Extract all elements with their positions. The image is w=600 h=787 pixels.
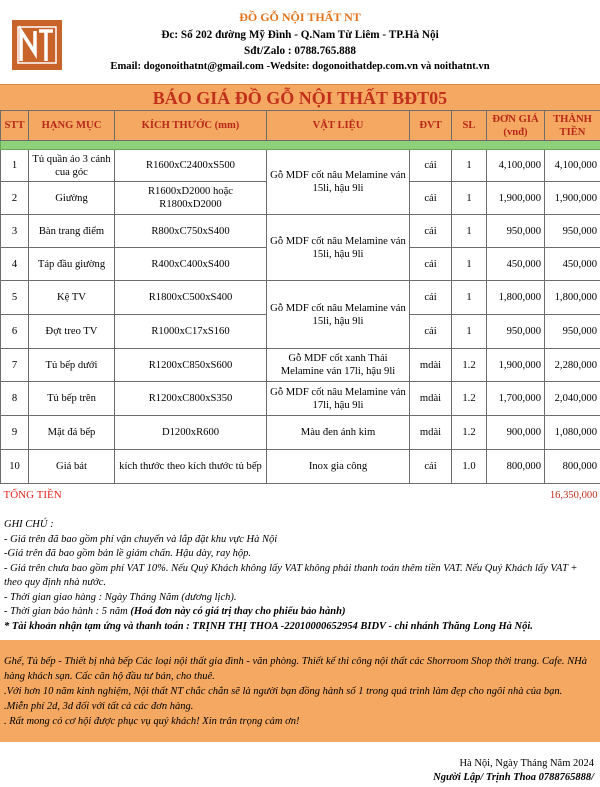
cell-size: R1600xD2000 hoặc R1800xD2000 — [115, 182, 267, 215]
note-item: - Giá trên đã bao gồm phí vận chuyển và lắp đặt khu vực Hà Nội — [4, 533, 278, 545]
cell-stt: 3 — [1, 215, 29, 248]
total-label: TỔNG TIỀN — [3, 489, 62, 502]
note-item: - Thời gian giao hàng : Ngày Tháng Năm (dương lịch). — [4, 591, 237, 603]
table-header-row — [1, 111, 600, 141]
company-address: Đc: Số 202 đường Mỹ Đình - Q.Nam Từ Liêm - TP.Hà Nội — [161, 29, 439, 41]
cell-size: R1800xC500xS400 — [115, 281, 267, 315]
cell-stt: 6 — [1, 315, 29, 349]
promo-text: . Rất mong có cơ hội được phục vụ quý khách! Xin trân trọng cảm ơn! — [4, 716, 300, 727]
table-row — [1, 215, 600, 248]
cell-stt: 2 — [1, 182, 29, 215]
cell-item: Táp đầu giường — [29, 248, 115, 281]
footer-signature: Người Lập/ Trịnh Thoa 0788765888/ — [433, 772, 594, 783]
cell-unit: cái — [410, 281, 452, 315]
notes-section — [0, 516, 600, 640]
col-item: HẠNG MỤC — [29, 111, 115, 141]
cell-qty: 1.2 — [452, 382, 487, 416]
cell-price: 950,000 — [487, 215, 545, 248]
cell-stt: 1 — [1, 150, 29, 182]
quote-title: BÁO GIÁ ĐỒ GỖ NỘI THẤT BĐT05 — [0, 84, 600, 110]
table-row — [1, 150, 600, 182]
promo-text: .Miễn phí 2d, 3d đối với tất cả các đơn hàng. — [4, 701, 194, 712]
bank-account: * Tài khoản nhận tạm ứng và thanh toán : TRỊNH THỊ THOA -22010000652954 BIDV - chi nhánh Thăng Long Hà Nội. — [4, 620, 533, 632]
cell-qty: 1.0 — [452, 450, 487, 484]
cell-total: 1,800,000 — [545, 281, 600, 315]
cell-unit: cái — [410, 248, 452, 281]
cell-stt: 4 — [1, 248, 29, 281]
cell-stt: 9 — [1, 416, 29, 450]
cell-size: R1200xC800xS350 — [115, 382, 267, 416]
company-phone: Sđt/Zalo : 0788.765.888 — [244, 45, 356, 57]
company-contact: Email: dogonoithatnt@gmail.com -Wedsite: dogonoithatdep.com.vn và noithatnt.vn — [110, 61, 490, 72]
cell-total: 2,040,000 — [545, 382, 600, 416]
note-item: - Giá trên chưa bao gồm phí VAT 10%. Nếu Quý Khách không lấy VAT không phải thanh toán thêm tiền VAT. Nếu Quý Khách lấy VAT + theo quy định nhà nước. — [4, 562, 578, 588]
cell-unit: mdài — [410, 382, 452, 416]
cell-qty: 1 — [452, 150, 487, 182]
note-item: -Giá trên đã bao gồm bản lề giảm chấn. Hậu dày, ray hộp. — [4, 548, 252, 559]
col-stt: STT — [1, 111, 29, 141]
cell-size: R400xC400xS400 — [115, 248, 267, 281]
cell-item: Tủ bếp trên — [29, 382, 115, 416]
cell-qty: 1 — [452, 215, 487, 248]
promo-section — [0, 640, 600, 742]
cell-material: Inox gia công — [267, 450, 410, 484]
cell-unit: cái — [410, 150, 452, 182]
cell-material: Gỗ MDF cốt nâu Melamine ván 15li, hậu 9li — [267, 215, 410, 281]
cell-unit: cái — [410, 215, 452, 248]
warranty-note: (Hoá đơn này có giá trị thay cho phiếu bảo hành) — [130, 606, 346, 617]
promo-text: Ghế, Tủ bếp - Thiết bị nhà bếp Các loại nội thất gia đình - văn phòng. Thiết kế thi công nội thất các Shorroom Shop thời trang. Cafe. NHà hàng khách sạn. Cấc căn hộ đầu tư bán, cho thuê. — [4, 656, 587, 682]
cell-price: 1,800,000 — [487, 281, 545, 315]
cell-price: 1,900,000 — [487, 182, 545, 215]
spacer-row — [1, 141, 600, 150]
col-qty: SL — [452, 111, 487, 141]
notes-heading: GHI CHÚ : — [4, 519, 54, 530]
total-value: 16,350,000 — [549, 490, 598, 502]
cell-price: 900,000 — [487, 416, 545, 450]
cell-price: 450,000 — [487, 248, 545, 281]
cell-material: Màu đen ánh kim — [267, 416, 410, 450]
cell-qty: 1 — [452, 248, 487, 281]
cell-size: R1000xC17xS160 — [115, 315, 267, 349]
cell-total: 950,000 — [545, 315, 600, 349]
cell-item: Tủ bếp dưới — [29, 349, 115, 382]
quote-table — [0, 110, 600, 508]
table-row — [1, 349, 600, 382]
company-name: ĐỒ GỖ NỘI THẤT NT — [239, 10, 361, 24]
cell-price: 4,100,000 — [487, 150, 545, 182]
cell-total: 950,000 — [545, 215, 600, 248]
cell-item: Bàn trang điểm — [29, 215, 115, 248]
col-size: KÍCH THƯỚC (mm) — [115, 111, 267, 141]
cell-item: Đợt treo TV — [29, 315, 115, 349]
cell-qty: 1.2 — [452, 416, 487, 450]
cell-stt: 7 — [1, 349, 29, 382]
cell-item: Mặt đá bếp — [29, 416, 115, 450]
cell-stt: 10 — [1, 450, 29, 484]
col-material: VẬT LIỆU — [267, 111, 410, 141]
cell-material: Gỗ MDF cốt nâu Melamine ván 15li, hậu 9li — [267, 150, 410, 215]
cell-size: R800xC750xS400 — [115, 215, 267, 248]
table-row — [1, 416, 600, 450]
cell-stt: 8 — [1, 382, 29, 416]
warranty-text: - Thời gian bảo hành : 5 năm — [4, 606, 131, 617]
cell-stt: 5 — [1, 281, 29, 315]
document-header — [0, 0, 600, 84]
cell-qty: 1 — [452, 315, 487, 349]
cell-size: R1200xC850xS600 — [115, 349, 267, 382]
cell-item: Tủ quần áo 3 cánh cua góc — [29, 150, 115, 182]
cell-unit: cái — [410, 182, 452, 215]
cell-unit: cái — [410, 450, 452, 484]
cell-qty: 1.2 — [452, 349, 487, 382]
col-unit: ĐVT — [410, 111, 452, 141]
cell-size: kích thước theo kích thước tủ bếp — [115, 450, 267, 484]
total-row — [1, 484, 600, 508]
promo-text: .Với hơn 10 năm kinh nghiệm, Nội thất NT chắc chắn sẽ là người bạn đồng hành số 1 trong quá trình làm đẹp cho ngôi nhà của bạn. — [4, 686, 563, 697]
cell-unit: mdài — [410, 349, 452, 382]
cell-qty: 1 — [452, 281, 487, 315]
cell-unit: mdài — [410, 416, 452, 450]
cell-total: 1,900,000 — [545, 182, 600, 215]
cell-total: 1,080,000 — [545, 416, 600, 450]
col-total: THÀNH TIỀN — [545, 111, 600, 141]
cell-material: Gỗ MDF cốt xanh Thái Melamine ván 17li, hậu 9li — [267, 349, 410, 382]
cell-price: 950,000 — [487, 315, 545, 349]
cell-material: Gỗ MDF cốt nâu Melamine ván 17li, hậu 9li — [267, 382, 410, 416]
cell-total: 800,000 — [545, 450, 600, 484]
cell-price: 1,900,000 — [487, 349, 545, 382]
cell-qty: 1 — [452, 182, 487, 215]
cell-price: 800,000 — [487, 450, 545, 484]
cell-size: D1200xR600 — [115, 416, 267, 450]
table-row — [1, 450, 600, 484]
col-price: ĐƠN GIÁ (vnđ) — [487, 111, 545, 141]
cell-material: Gỗ MDF cốt nâu Melamine ván 15li, hậu 9li — [267, 281, 410, 349]
table-row — [1, 382, 600, 416]
note-item — [4, 605, 596, 620]
cell-total: 450,000 — [545, 248, 600, 281]
cell-item: Kệ TV — [29, 281, 115, 315]
cell-item: Giá bát — [29, 450, 115, 484]
table-row — [1, 281, 600, 315]
cell-total: 4,100,000 — [545, 150, 600, 182]
cell-size: R1600xC2400xS500 — [115, 150, 267, 182]
footer-date: Hà Nội, Ngày Tháng Năm 2024 — [459, 758, 594, 769]
cell-total: 2,280,000 — [545, 349, 600, 382]
cell-unit: cái — [410, 315, 452, 349]
cell-price: 1,700,000 — [487, 382, 545, 416]
cell-item: Giường — [29, 182, 115, 215]
